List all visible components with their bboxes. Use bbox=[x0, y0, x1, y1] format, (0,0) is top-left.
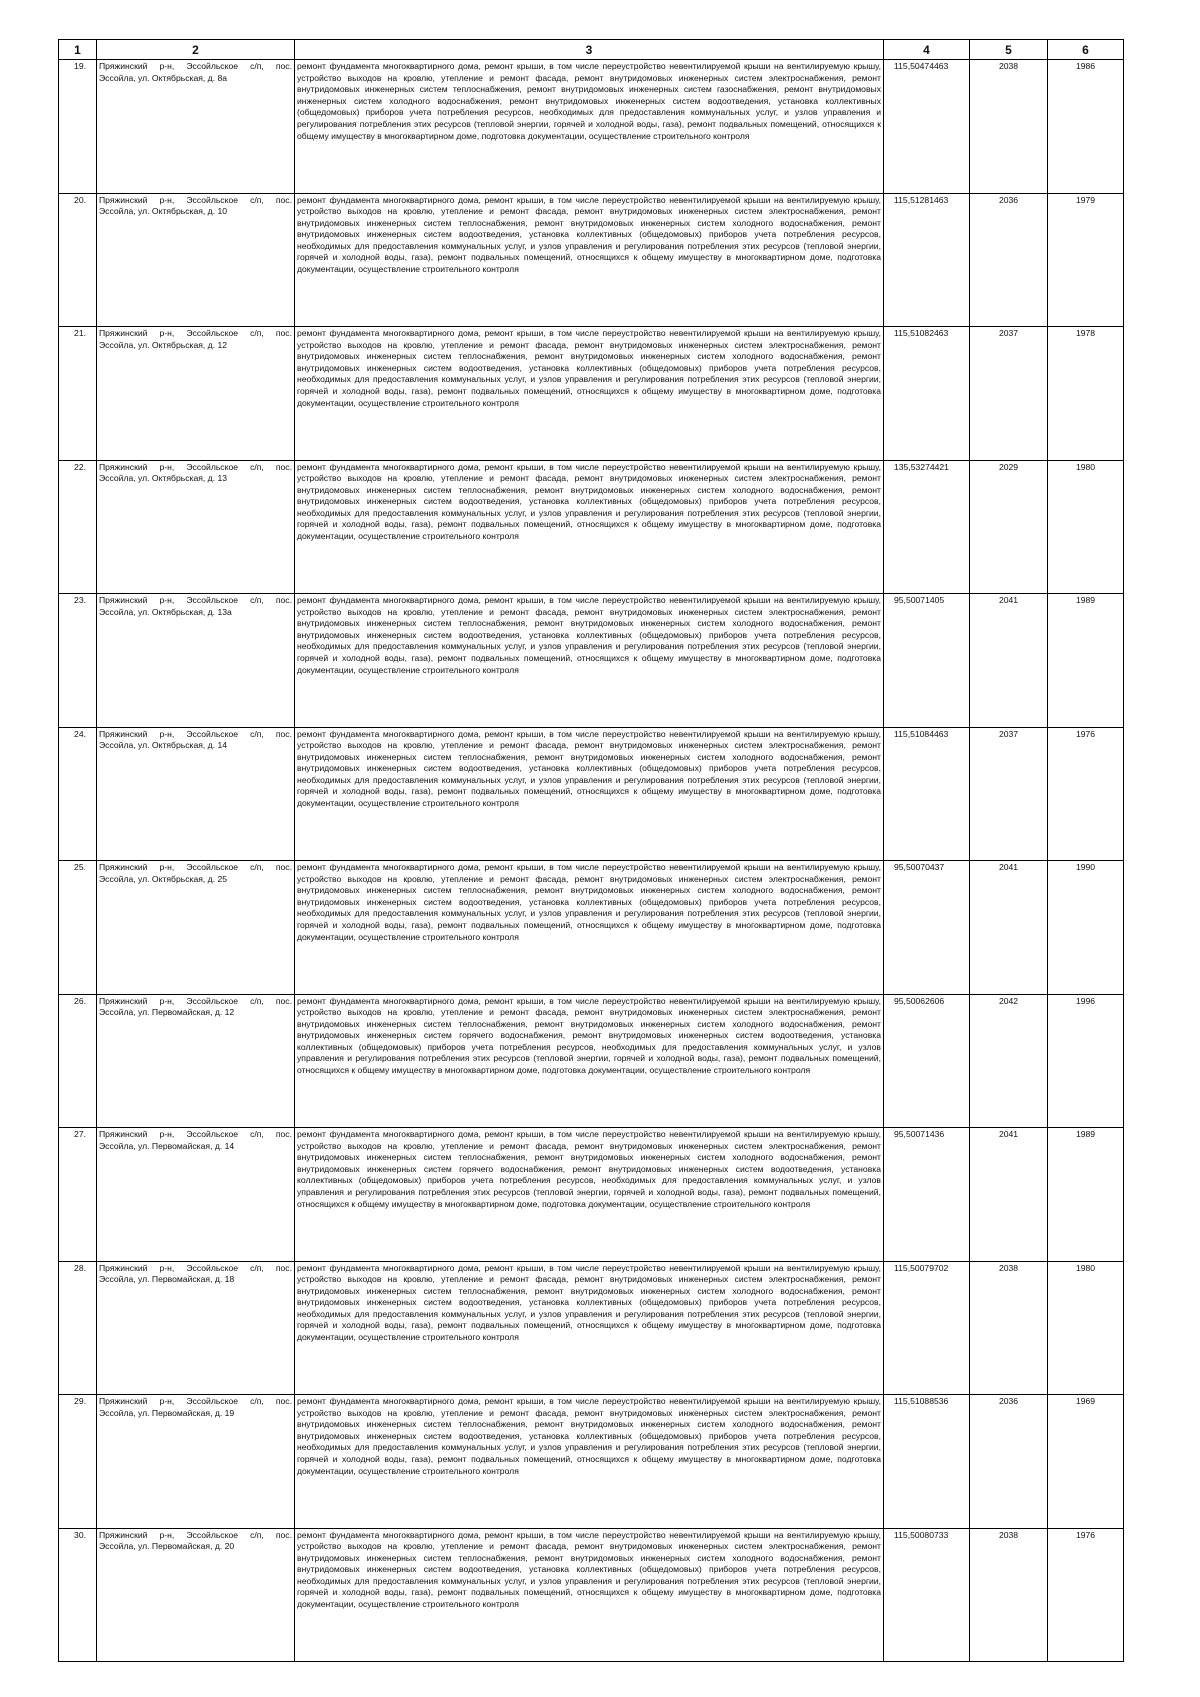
built-year-cell: 1980 bbox=[1048, 460, 1124, 594]
repair-program-table bbox=[58, 39, 1124, 1662]
built-year-cell: 1986 bbox=[1048, 60, 1124, 194]
value-cell: 115,51084463 bbox=[884, 727, 970, 861]
row-number: 28. bbox=[59, 1261, 97, 1395]
built-year-cell: 1989 bbox=[1048, 1128, 1124, 1262]
value-cell: 95,50071436 bbox=[884, 1128, 970, 1262]
works-cell: ремонт фундамента многоквартирного дома, ремонт крыши, в том числе переустройство невентилируемой крыши на вентилируемую крышу, устройство выходов на кровлю, утепление и ремонт фасада, ремонт внутридомовых инженерных систем электроснабжения, ремонт внутридомовых инженерных систем теплоснабжения, ремонт внутридомовых инженерных систем холодного водоснабжения, ремонт внутридомовых инженерных систем водоотведения, установка коллективных (общедомовых) приборов учета потребления ресурсов, необходимых для предоставления коммунальных услуг, и узлов управления и регулирования потребления этих ресурсов (тепловой энергии, горячей и холодной воды, газа), ремонт подвальных помещений, относящихся к общему имуществу в многоквартирном доме, подготовка документации, осуществление строительного контроля bbox=[295, 1395, 884, 1529]
address-cell: Пряжинский р-н, Эссойльское с/п, пос. Эссойла, ул. Октябрьская, д. 8а bbox=[97, 60, 295, 194]
address-cell: Пряжинский р-н, Эссойльское с/п, пос. Эссойла, ул. Первомайская, д. 20 bbox=[97, 1528, 295, 1662]
planned-year-cell: 2036 bbox=[970, 1395, 1048, 1529]
value-cell: 95,50062606 bbox=[884, 994, 970, 1128]
address-cell: Пряжинский р-н, Эссойльское с/п, пос. Эссойла, ул. Октябрьская, д. 12 bbox=[97, 327, 295, 461]
value-cell: 115,51082463 bbox=[884, 327, 970, 461]
built-year-cell: 1996 bbox=[1048, 994, 1124, 1128]
row-number: 24. bbox=[59, 727, 97, 861]
planned-year-cell: 2042 bbox=[970, 994, 1048, 1128]
value-cell: 115,50079702 bbox=[884, 1261, 970, 1395]
table-row bbox=[59, 1528, 1124, 1662]
works-cell: ремонт фундамента многоквартирного дома, ремонт крыши, в том числе переустройство невентилируемой крыши на вентилируемую крышу, устройство выходов на кровлю, утепление и ремонт фасада, ремонт внутридомовых инженерных систем электроснабжения, ремонт внутридомовых инженерных систем теплоснабжения, ремонт внутридомовых инженерных систем холодного водоснабжения, ремонт внутридомовых инженерных систем водоотведения, установка коллективных (общедомовых) приборов учета потребления ресурсов, необходимых для предоставления коммунальных услуг, и узлов управления и регулирования потребления этих ресурсов (тепловой энергии, горячей и холодной воды, газа), ремонт подвальных помещений, относящихся к общему имуществу в многоквартирном доме, подготовка документации, осуществление строительного контроля bbox=[295, 1528, 884, 1662]
row-number: 22. bbox=[59, 460, 97, 594]
planned-year-cell: 2041 bbox=[970, 861, 1048, 995]
row-number: 25. bbox=[59, 861, 97, 995]
header-col-2: 2 bbox=[97, 40, 295, 60]
works-cell: ремонт фундамента многоквартирного дома, ремонт крыши, в том числе переустройство невентилируемой крыши на вентилируемую крышу, устройство выходов на кровлю, утепление и ремонт фасада, ремонт внутридомовых инженерных систем электроснабжения, ремонт внутридомовых инженерных систем теплоснабжения, ремонт внутридомовых инженерных систем холодного водоснабжения, ремонт внутридомовых инженерных систем водоотведения, установка коллективных (общедомовых) приборов учета потребления ресурсов, необходимых для предоставления коммунальных услуг, и узлов управления и регулирования потребления этих ресурсов (тепловой энергии, горячей и холодной воды, газа), ремонт подвальных помещений, относящихся к общему имуществу в многоквартирном доме, подготовка документации, осуществление строительного контроля bbox=[295, 861, 884, 995]
value-cell: 115,50080733 bbox=[884, 1528, 970, 1662]
header-col-5: 5 bbox=[970, 40, 1048, 60]
table-row bbox=[59, 994, 1124, 1128]
address-cell: Пряжинский р-н, Эссойльское с/п, пос. Эссойла, ул. Первомайская, д. 19 bbox=[97, 1395, 295, 1529]
row-number: 26. bbox=[59, 994, 97, 1128]
built-year-cell: 1989 bbox=[1048, 594, 1124, 728]
built-year-cell: 1978 bbox=[1048, 327, 1124, 461]
value-cell: 115,51281463 bbox=[884, 193, 970, 327]
value-cell: 95,50071405 bbox=[884, 594, 970, 728]
built-year-cell: 1969 bbox=[1048, 1395, 1124, 1529]
address-cell: Пряжинский р-н, Эссойльское с/п, пос. Эссойла, ул. Первомайская, д. 18 bbox=[97, 1261, 295, 1395]
table-row bbox=[59, 594, 1124, 728]
planned-year-cell: 2037 bbox=[970, 727, 1048, 861]
row-number: 20. bbox=[59, 193, 97, 327]
value-cell: 95,50070437 bbox=[884, 861, 970, 995]
document-page bbox=[58, 39, 1123, 1662]
works-cell: ремонт фундамента многоквартирного дома, ремонт крыши, в том числе переустройство невентилируемой крыши на вентилируемую крышу, устройство выходов на кровлю, утепление и ремонт фасада, ремонт внутридомовых инженерных систем электроснабжения, ремонт внутридомовых инженерных систем теплоснабжения, ремонт внутридомовых инженерных систем холодного водоснабжения, ремонт внутридомовых инженерных систем водоотведения, установка коллективных (общедомовых) приборов учета потребления ресурсов, необходимых для предоставления коммунальных услуг, и узлов управления и регулирования потребления этих ресурсов (тепловой энергии, горячей и холодной воды, газа), ремонт подвальных помещений, относящихся к общему имуществу в многоквартирном доме, подготовка документации, осуществление строительного контроля bbox=[295, 327, 884, 461]
value-cell: 115,51088536 bbox=[884, 1395, 970, 1529]
header-col-1: 1 bbox=[59, 40, 97, 60]
address-cell: Пряжинский р-н, Эссойльское с/п, пос. Эссойла, ул. Октябрьская, д. 25 bbox=[97, 861, 295, 995]
row-number: 30. bbox=[59, 1528, 97, 1662]
built-year-cell: 1979 bbox=[1048, 193, 1124, 327]
table-row bbox=[59, 327, 1124, 461]
table-row bbox=[59, 1395, 1124, 1529]
built-year-cell: 1976 bbox=[1048, 727, 1124, 861]
table-row bbox=[59, 460, 1124, 594]
planned-year-cell: 2038 bbox=[970, 60, 1048, 194]
table-row bbox=[59, 1261, 1124, 1395]
row-number: 27. bbox=[59, 1128, 97, 1262]
address-cell: Пряжинский р-н, Эссойльское с/п, пос. Эссойла, ул. Октябрьская, д. 13а bbox=[97, 594, 295, 728]
row-number: 23. bbox=[59, 594, 97, 728]
address-cell: Пряжинский р-н, Эссойльское с/п, пос. Эссойла, ул. Октябрьская, д. 14 bbox=[97, 727, 295, 861]
address-cell: Пряжинский р-н, Эссойльское с/п, пос. Эссойла, ул. Октябрьская, д. 13 bbox=[97, 460, 295, 594]
table-row bbox=[59, 193, 1124, 327]
planned-year-cell: 2038 bbox=[970, 1528, 1048, 1662]
works-cell: ремонт фундамента многоквартирного дома, ремонт крыши, в том числе переустройство невентилируемой крыши на вентилируемую крышу, устройство выходов на кровлю, утепление и ремонт фасада, ремонт внутридомовых инженерных систем электроснабжения, ремонт внутридомовых инженерных систем теплоснабжения, ремонт внутридомовых инженерных систем холодного водоснабжения, ремонт внутридомовых инженерных систем горячего водоснабжения, ремонт внутридомовых инженерных систем водоотведения, установка коллективных (общедомовых) приборов учета потребления ресурсов, необходимых для предоставления коммунальных услуг, и узлов управления и регулирования потребления этих ресурсов (тепловой энергии, горячей и холодной воды, газа), ремонт подвальных помещений, относящихся к общему имуществу в многоквартирном доме, подготовка документации, осуществление строительного контроля bbox=[295, 994, 884, 1128]
address-cell: Пряжинский р-н, Эссойльское с/п, пос. Эссойла, ул. Октябрьская, д. 10 bbox=[97, 193, 295, 327]
planned-year-cell: 2041 bbox=[970, 594, 1048, 728]
row-number: 29. bbox=[59, 1395, 97, 1529]
works-cell: ремонт фундамента многоквартирного дома, ремонт крыши, в том числе переустройство невентилируемой крыши на вентилируемую крышу, устройство выходов на кровлю, утепление и ремонт фасада, ремонт внутридомовых инженерных систем электроснабжения, ремонт внутридомовых инженерных систем теплоснабжения, ремонт внутридомовых инженерных систем холодного водоснабжения, ремонт внутридомовых инженерных систем водоотведения, установка коллективных (общедомовых) приборов учета потребления ресурсов, необходимых для предоставления коммунальных услуг, и узлов управления и регулирования потребления этих ресурсов (тепловой энергии, горячей и холодной воды, газа), ремонт подвальных помещений, относящихся к общему имуществу в многоквартирном доме, подготовка документации, осуществление строительного контроля bbox=[295, 727, 884, 861]
header-col-3: 3 bbox=[295, 40, 884, 60]
header-col-4: 4 bbox=[884, 40, 970, 60]
works-cell: ремонт фундамента многоквартирного дома, ремонт крыши, в том числе переустройство невентилируемой крыши на вентилируемую крышу, устройство выходов на кровлю, утепление и ремонт фасада, ремонт внутридомовых инженерных систем электроснабжения, ремонт внутридомовых инженерных систем теплоснабжения, ремонт внутридомовых инженерных систем холодного водоснабжения, ремонт внутридомовых инженерных систем водоотведения, установка коллективных (общедомовых) приборов учета потребления ресурсов, необходимых для предоставления коммунальных услуг, и узлов управления и регулирования потребления этих ресурсов (тепловой энергии, горячей и холодной воды, газа), ремонт подвальных помещений, относящихся к общему имуществу в многоквартирном доме, подготовка документации, осуществление строительного контроля bbox=[295, 460, 884, 594]
table-body bbox=[59, 60, 1124, 1662]
planned-year-cell: 2041 bbox=[970, 1128, 1048, 1262]
row-number: 21. bbox=[59, 327, 97, 461]
address-cell: Пряжинский р-н, Эссойльское с/п, пос. Эссойла, ул. Первомайская, д. 12 bbox=[97, 994, 295, 1128]
table-row bbox=[59, 727, 1124, 861]
table-header bbox=[59, 40, 1124, 60]
address-cell: Пряжинский р-н, Эссойльское с/п, пос. Эссойла, ул. Первомайская, д. 14 bbox=[97, 1128, 295, 1262]
table-row bbox=[59, 60, 1124, 194]
planned-year-cell: 2038 bbox=[970, 1261, 1048, 1395]
built-year-cell: 1980 bbox=[1048, 1261, 1124, 1395]
works-cell: ремонт фундамента многоквартирного дома, ремонт крыши, в том числе переустройство невентилируемой крыши на вентилируемую крышу, устройство выходов на кровлю, утепление и ремонт фасада, ремонт внутридомовых инженерных систем электроснабжения, ремонт внутридомовых инженерных систем теплоснабжения, ремонт внутридомовых инженерных систем холодного водоснабжения, ремонт внутридомовых инженерных систем горячего водоснабжения, ремонт внутридомовых инженерных систем водоотведения, установка коллективных (общедомовых) приборов учета потребления ресурсов, необходимых для предоставления коммунальных услуг, и узлов управления и регулирования потребления этих ресурсов (тепловой энергии, горячей и холодной воды, газа), ремонт подвальных помещений, относящихся к общему имуществу в многоквартирном доме, подготовка документации, осуществление строительного контроля bbox=[295, 1128, 884, 1262]
built-year-cell: 1990 bbox=[1048, 861, 1124, 995]
table-row bbox=[59, 861, 1124, 995]
value-cell: 135,53274421 bbox=[884, 460, 970, 594]
works-cell: ремонт фундамента многоквартирного дома, ремонт крыши, в том числе переустройство невентилируемой крыши на вентилируемую крышу, устройство выходов на кровлю, утепление и ремонт фасада, ремонт внутридомовых инженерных систем электроснабжения, ремонт внутридомовых инженерных систем теплоснабжения, ремонт внутридомовых инженерных систем холодного водоснабжения, ремонт внутридомовых инженерных систем водоотведения, установка коллективных (общедомовых) приборов учета потребления ресурсов, необходимых для предоставления коммунальных услуг, и узлов управления и регулирования потребления этих ресурсов (тепловой энергии, горячей и холодной воды, газа), ремонт подвальных помещений, относящихся к общему имуществу в многоквартирном доме, подготовка документации, осуществление строительного контроля bbox=[295, 1261, 884, 1395]
header-col-6: 6 bbox=[1048, 40, 1124, 60]
header-row bbox=[59, 40, 1124, 60]
row-number: 19. bbox=[59, 60, 97, 194]
planned-year-cell: 2037 bbox=[970, 327, 1048, 461]
planned-year-cell: 2036 bbox=[970, 193, 1048, 327]
built-year-cell: 1976 bbox=[1048, 1528, 1124, 1662]
value-cell: 115,50474463 bbox=[884, 60, 970, 194]
planned-year-cell: 2029 bbox=[970, 460, 1048, 594]
table-row bbox=[59, 1128, 1124, 1262]
works-cell: ремонт фундамента многоквартирного дома, ремонт крыши, в том числе переустройство невентилируемой крыши на вентилируемую крышу, устройство выходов на кровлю, утепление и ремонт фасада, ремонт внутридомовых инженерных систем электроснабжения, ремонт внутридомовых инженерных систем теплоснабжения, ремонт внутридомовых инженерных систем газоснабжения, ремонт внутридомовых инженерных систем холодного водоснабжения, ремонт внутридомовых инженерных систем водоотведения, установка коллективных (общедомовых) приборов учета потребления ресурсов, необходимых для предоставления коммунальных услуг, и узлов управления и регулирования потребления этих ресурсов (тепловой энергии, горячей и холодной воды, газа), ремонт подвальных помещений, относящихся к общему имуществу в многоквартирном доме, подготовка документации, осуществление строительного контроля bbox=[295, 60, 884, 194]
works-cell: ремонт фундамента многоквартирного дома, ремонт крыши, в том числе переустройство невентилируемой крыши на вентилируемую крышу, устройство выходов на кровлю, утепление и ремонт фасада, ремонт внутридомовых инженерных систем электроснабжения, ремонт внутридомовых инженерных систем теплоснабжения, ремонт внутридомовых инженерных систем холодного водоснабжения, ремонт внутридомовых инженерных систем водоотведения, установка коллективных (общедомовых) приборов учета потребления ресурсов, необходимых для предоставления коммунальных услуг, и узлов управления и регулирования потребления этих ресурсов (тепловой энергии, горячей и холодной воды, газа), ремонт подвальных помещений, относящихся к общему имуществу в многоквартирном доме, подготовка документации, осуществление строительного контроля bbox=[295, 193, 884, 327]
works-cell: ремонт фундамента многоквартирного дома, ремонт крыши, в том числе переустройство невентилируемой крыши на вентилируемую крышу, устройство выходов на кровлю, утепление и ремонт фасада, ремонт внутридомовых инженерных систем электроснабжения, ремонт внутридомовых инженерных систем теплоснабжения, ремонт внутридомовых инженерных систем холодного водоснабжения, ремонт внутридомовых инженерных систем водоотведения, установка коллективных (общедомовых) приборов учета потребления ресурсов, необходимых для предоставления коммунальных услуг, и узлов управления и регулирования потребления этих ресурсов (тепловой энергии, горячей и холодной воды, газа), ремонт подвальных помещений, относящихся к общему имуществу в многоквартирном доме, подготовка документации, осуществление строительного контроля bbox=[295, 594, 884, 728]
